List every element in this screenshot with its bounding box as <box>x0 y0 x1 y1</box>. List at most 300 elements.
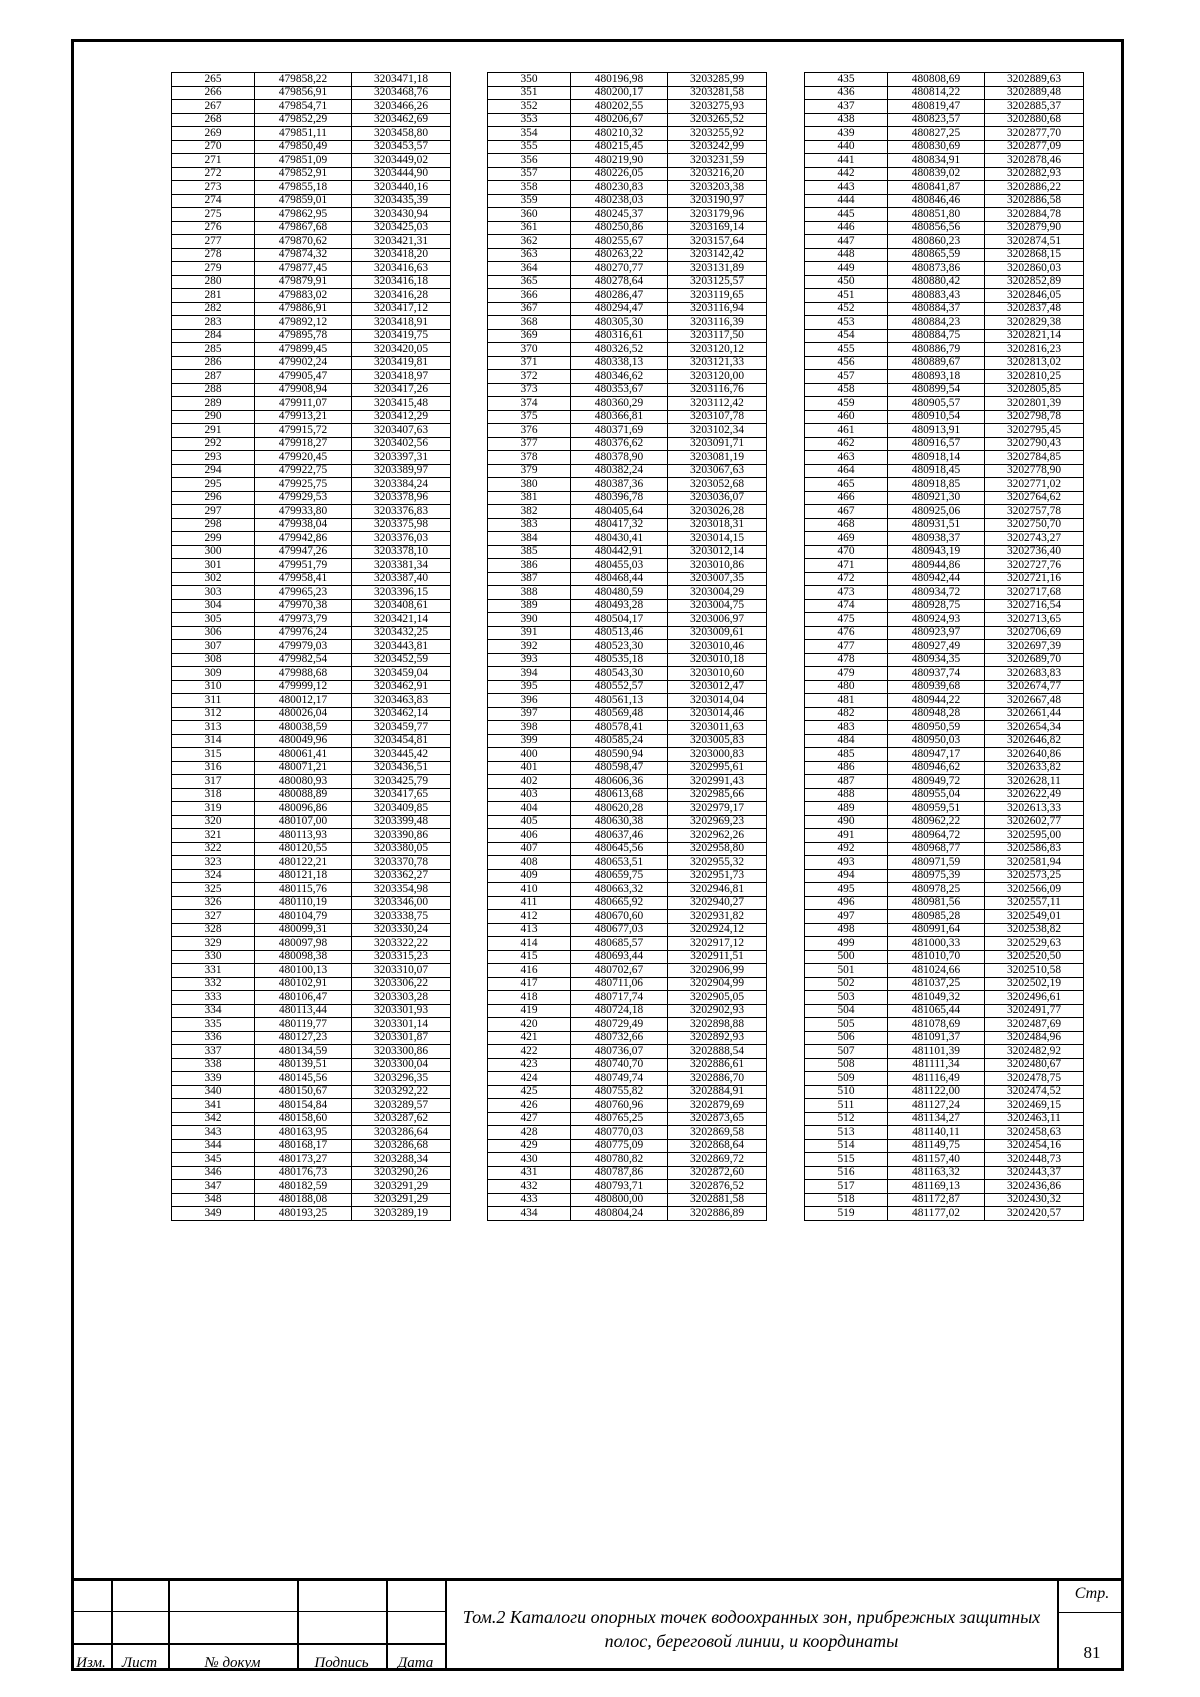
point-number-cell: 380 <box>488 478 571 492</box>
point-number-cell: 292 <box>172 437 255 451</box>
x-coordinate-cell: 479929,53 <box>255 491 352 505</box>
y-coordinate-cell: 3202790,43 <box>985 437 1084 451</box>
x-coordinate-cell: 480012,17 <box>255 694 352 708</box>
y-coordinate-cell: 3203102,34 <box>668 424 767 438</box>
y-coordinate-cell: 3203390,86 <box>352 829 451 843</box>
x-coordinate-cell: 479947,26 <box>255 545 352 559</box>
y-coordinate-cell: 3202480,67 <box>985 1058 1084 1072</box>
y-coordinate-cell: 3203399,48 <box>352 815 451 829</box>
table-row <box>488 842 767 856</box>
point-number-cell: 410 <box>488 883 571 897</box>
x-coordinate-cell: 481122,00 <box>888 1085 985 1099</box>
y-coordinate-cell: 3202654,34 <box>985 721 1084 735</box>
table-row <box>488 694 767 708</box>
point-number-cell: 297 <box>172 505 255 519</box>
x-coordinate-cell: 480659,75 <box>571 869 668 883</box>
table-row <box>172 86 451 100</box>
point-number-cell: 271 <box>172 154 255 168</box>
y-coordinate-cell: 3202510,58 <box>985 964 1084 978</box>
x-coordinate-cell: 480916,57 <box>888 437 985 451</box>
table-row <box>805 343 1084 357</box>
point-number-cell: 462 <box>805 437 888 451</box>
y-coordinate-cell: 3202633,82 <box>985 761 1084 775</box>
y-coordinate-cell: 3202886,89 <box>668 1207 767 1221</box>
table-row <box>805 194 1084 208</box>
table-row <box>488 869 767 883</box>
point-number-cell: 402 <box>488 775 571 789</box>
y-coordinate-cell: 3203010,60 <box>668 667 767 681</box>
point-number-cell: 457 <box>805 370 888 384</box>
y-coordinate-cell: 3203407,63 <box>352 424 451 438</box>
x-coordinate-cell: 480088,89 <box>255 788 352 802</box>
y-coordinate-cell: 3203216,20 <box>668 167 767 181</box>
y-coordinate-cell: 3202496,61 <box>985 991 1084 1005</box>
y-coordinate-cell: 3203418,97 <box>352 370 451 384</box>
document-title: Том.2 Каталоги опорных точек водоохранных зон, прибрежных защитных полос, береговой линии, и координаты <box>462 1607 1041 1651</box>
y-coordinate-cell: 3202716,54 <box>985 599 1084 613</box>
y-coordinate-cell: 3202969,23 <box>668 815 767 829</box>
y-coordinate-cell: 3203231,59 <box>668 154 767 168</box>
y-coordinate-cell: 3203449,02 <box>352 154 451 168</box>
point-number-cell: 424 <box>488 1072 571 1086</box>
point-number-cell: 495 <box>805 883 888 897</box>
y-coordinate-cell: 3202549,01 <box>985 910 1084 924</box>
table-row <box>488 491 767 505</box>
table-row <box>488 383 767 397</box>
table-row <box>172 761 451 775</box>
x-coordinate-cell: 480163,95 <box>255 1126 352 1140</box>
x-coordinate-cell: 480255,67 <box>571 235 668 249</box>
x-coordinate-cell: 480026,04 <box>255 707 352 721</box>
table-row <box>172 262 451 276</box>
y-coordinate-cell: 3203120,12 <box>668 343 767 357</box>
point-number-cell: 333 <box>172 991 255 1005</box>
point-number-cell: 404 <box>488 802 571 816</box>
y-coordinate-cell: 3203453,57 <box>352 140 451 154</box>
table-row <box>488 140 767 154</box>
point-number-cell: 466 <box>805 491 888 505</box>
y-coordinate-cell: 3203378,96 <box>352 491 451 505</box>
point-number-cell: 452 <box>805 302 888 316</box>
point-number-cell: 266 <box>172 86 255 100</box>
y-coordinate-cell: 3203018,31 <box>668 518 767 532</box>
x-coordinate-cell: 480765,25 <box>571 1112 668 1126</box>
table-row <box>805 667 1084 681</box>
x-coordinate-cell: 480120,55 <box>255 842 352 856</box>
table-row <box>172 923 451 937</box>
point-number-cell: 480 <box>805 680 888 694</box>
x-coordinate-cell: 480326,52 <box>571 343 668 357</box>
x-coordinate-cell: 480944,22 <box>888 694 985 708</box>
point-number-cell: 518 <box>805 1193 888 1207</box>
table-row <box>172 127 451 141</box>
table-row <box>805 1126 1084 1140</box>
table-row <box>805 532 1084 546</box>
x-coordinate-cell: 480959,51 <box>888 802 985 816</box>
table-row <box>488 923 767 937</box>
x-coordinate-cell: 479982,54 <box>255 653 352 667</box>
table-row <box>488 370 767 384</box>
table-row <box>488 680 767 694</box>
table-row <box>172 464 451 478</box>
y-coordinate-cell: 3202829,38 <box>985 316 1084 330</box>
point-number-cell: 323 <box>172 856 255 870</box>
table-row <box>805 437 1084 451</box>
table-row <box>805 140 1084 154</box>
y-coordinate-cell: 3202810,25 <box>985 370 1084 384</box>
point-number-cell: 459 <box>805 397 888 411</box>
point-number-cell: 369 <box>488 329 571 343</box>
y-coordinate-cell: 3203112,42 <box>668 397 767 411</box>
y-coordinate-cell: 3203376,83 <box>352 505 451 519</box>
y-coordinate-cell: 3202778,90 <box>985 464 1084 478</box>
x-coordinate-cell: 479899,45 <box>255 343 352 357</box>
y-coordinate-cell: 3203408,61 <box>352 599 451 613</box>
x-coordinate-cell: 481169,13 <box>888 1180 985 1194</box>
x-coordinate-cell: 480578,41 <box>571 721 668 735</box>
y-coordinate-cell: 3202697,39 <box>985 640 1084 654</box>
x-coordinate-cell: 480971,59 <box>888 856 985 870</box>
table-row <box>488 410 767 424</box>
x-coordinate-cell: 480884,75 <box>888 329 985 343</box>
table-row <box>488 788 767 802</box>
x-coordinate-cell: 480230,83 <box>571 181 668 195</box>
point-number-cell: 398 <box>488 721 571 735</box>
point-number-cell: 360 <box>488 208 571 222</box>
table-row <box>488 1031 767 1045</box>
y-coordinate-cell: 3203281,58 <box>668 86 767 100</box>
x-coordinate-cell: 479908,94 <box>255 383 352 397</box>
point-number-cell: 494 <box>805 869 888 883</box>
y-coordinate-cell: 3202892,93 <box>668 1031 767 1045</box>
point-number-cell: 461 <box>805 424 888 438</box>
point-number-cell: 436 <box>805 86 888 100</box>
table-row <box>172 248 451 262</box>
x-coordinate-cell: 480918,85 <box>888 478 985 492</box>
x-coordinate-cell: 480880,42 <box>888 275 985 289</box>
x-coordinate-cell: 481010,70 <box>888 950 985 964</box>
point-number-cell: 463 <box>805 451 888 465</box>
point-number-cell: 427 <box>488 1112 571 1126</box>
table-row <box>172 667 451 681</box>
y-coordinate-cell: 3202448,73 <box>985 1153 1084 1167</box>
y-coordinate-cell: 3203421,31 <box>352 235 451 249</box>
x-coordinate-cell: 480196,98 <box>571 73 668 87</box>
table-row <box>172 343 451 357</box>
table-row <box>172 424 451 438</box>
x-coordinate-cell: 479895,78 <box>255 329 352 343</box>
point-number-cell: 438 <box>805 113 888 127</box>
y-coordinate-cell: 3202805,85 <box>985 383 1084 397</box>
point-number-cell: 390 <box>488 613 571 627</box>
x-coordinate-cell: 480176,73 <box>255 1166 352 1180</box>
table-row <box>488 289 767 303</box>
point-number-cell: 286 <box>172 356 255 370</box>
point-number-cell: 373 <box>488 383 571 397</box>
x-coordinate-cell: 479870,62 <box>255 235 352 249</box>
y-coordinate-cell: 3202889,48 <box>985 86 1084 100</box>
table-row <box>172 208 451 222</box>
point-number-cell: 501 <box>805 964 888 978</box>
point-number-cell: 455 <box>805 343 888 357</box>
point-number-cell: 320 <box>172 815 255 829</box>
point-number-cell: 342 <box>172 1112 255 1126</box>
y-coordinate-cell: 3203242,99 <box>668 140 767 154</box>
x-coordinate-cell: 480119,77 <box>255 1018 352 1032</box>
table-row <box>172 964 451 978</box>
point-number-cell: 492 <box>805 842 888 856</box>
point-number-cell: 312 <box>172 707 255 721</box>
y-coordinate-cell: 3203416,28 <box>352 289 451 303</box>
x-coordinate-cell: 479886,91 <box>255 302 352 316</box>
x-coordinate-cell: 480949,72 <box>888 775 985 789</box>
x-coordinate-cell: 480245,37 <box>571 208 668 222</box>
table-row <box>488 1072 767 1086</box>
table-row <box>172 559 451 573</box>
table-row <box>488 262 767 276</box>
y-coordinate-cell: 3203081,19 <box>668 451 767 465</box>
table-row <box>172 1072 451 1086</box>
x-coordinate-cell: 479970,38 <box>255 599 352 613</box>
x-coordinate-cell: 479922,75 <box>255 464 352 478</box>
point-number-cell: 451 <box>805 289 888 303</box>
y-coordinate-cell: 3202484,96 <box>985 1031 1084 1045</box>
x-coordinate-cell: 480405,64 <box>571 505 668 519</box>
y-coordinate-cell: 3202750,70 <box>985 518 1084 532</box>
x-coordinate-cell: 480937,74 <box>888 667 985 681</box>
point-number-cell: 426 <box>488 1099 571 1113</box>
x-coordinate-cell: 480884,37 <box>888 302 985 316</box>
x-coordinate-cell: 480360,29 <box>571 397 668 411</box>
point-number-cell: 432 <box>488 1180 571 1194</box>
y-coordinate-cell: 3203004,29 <box>668 586 767 600</box>
y-coordinate-cell: 3203300,04 <box>352 1058 451 1072</box>
table-row <box>172 896 451 910</box>
x-coordinate-cell: 480886,79 <box>888 343 985 357</box>
table-row <box>805 1031 1084 1045</box>
point-number-cell: 370 <box>488 343 571 357</box>
table-row <box>172 478 451 492</box>
y-coordinate-cell: 3202469,15 <box>985 1099 1084 1113</box>
table-row <box>172 491 451 505</box>
x-coordinate-cell: 481127,24 <box>888 1099 985 1113</box>
y-coordinate-cell: 3203286,64 <box>352 1126 451 1140</box>
table-row <box>172 815 451 829</box>
table-row <box>805 734 1084 748</box>
point-number-cell: 305 <box>172 613 255 627</box>
point-number-cell: 289 <box>172 397 255 411</box>
y-coordinate-cell: 3202874,51 <box>985 235 1084 249</box>
x-coordinate-cell: 480921,30 <box>888 491 985 505</box>
x-coordinate-cell: 479920,45 <box>255 451 352 465</box>
table-row <box>172 734 451 748</box>
y-coordinate-cell: 3203416,63 <box>352 262 451 276</box>
y-coordinate-cell: 3202520,50 <box>985 950 1084 964</box>
table-row <box>488 545 767 559</box>
table-row <box>805 950 1084 964</box>
table-row <box>805 586 1084 600</box>
table-row <box>172 383 451 397</box>
y-coordinate-cell: 3203421,14 <box>352 613 451 627</box>
x-coordinate-cell: 480206,67 <box>571 113 668 127</box>
table-row <box>488 113 767 127</box>
table-row <box>805 127 1084 141</box>
point-number-cell: 316 <box>172 761 255 775</box>
table-row <box>805 694 1084 708</box>
x-coordinate-cell: 480839,02 <box>888 167 985 181</box>
x-coordinate-cell: 480964,72 <box>888 829 985 843</box>
x-coordinate-cell: 480353,67 <box>571 383 668 397</box>
point-number-cell: 414 <box>488 937 571 951</box>
x-coordinate-cell: 480946,62 <box>888 761 985 775</box>
x-coordinate-cell: 480981,56 <box>888 896 985 910</box>
table-row <box>488 572 767 586</box>
point-number-cell: 401 <box>488 761 571 775</box>
y-coordinate-cell: 3203322,22 <box>352 937 451 951</box>
x-coordinate-cell: 480630,38 <box>571 815 668 829</box>
point-number-cell: 441 <box>805 154 888 168</box>
point-number-cell: 361 <box>488 221 571 235</box>
table-row <box>172 397 451 411</box>
table-row <box>172 950 451 964</box>
table-row <box>488 316 767 330</box>
table-row <box>805 221 1084 235</box>
y-coordinate-cell: 3202889,63 <box>985 73 1084 87</box>
point-number-cell: 443 <box>805 181 888 195</box>
x-coordinate-cell: 480127,23 <box>255 1031 352 1045</box>
y-coordinate-cell: 3202879,69 <box>668 1099 767 1113</box>
point-number-cell: 381 <box>488 491 571 505</box>
y-coordinate-cell: 3203458,80 <box>352 127 451 141</box>
table-row <box>805 707 1084 721</box>
y-coordinate-cell: 3202443,37 <box>985 1166 1084 1180</box>
point-number-cell: 473 <box>805 586 888 600</box>
y-coordinate-cell: 3202884,91 <box>668 1085 767 1099</box>
table-row <box>488 559 767 573</box>
table-row <box>172 1112 451 1126</box>
table-row <box>488 221 767 235</box>
table-row <box>488 86 767 100</box>
y-coordinate-cell: 3203289,19 <box>352 1207 451 1221</box>
point-number-cell: 422 <box>488 1045 571 1059</box>
point-number-cell: 508 <box>805 1058 888 1072</box>
point-number-cell: 405 <box>488 815 571 829</box>
point-number-cell: 385 <box>488 545 571 559</box>
y-coordinate-cell: 3203255,92 <box>668 127 767 141</box>
table-row <box>172 586 451 600</box>
x-coordinate-cell: 480918,14 <box>888 451 985 465</box>
x-coordinate-cell: 480113,44 <box>255 1004 352 1018</box>
x-coordinate-cell: 480210,32 <box>571 127 668 141</box>
y-coordinate-cell: 3203142,42 <box>668 248 767 262</box>
x-coordinate-cell: 480834,91 <box>888 154 985 168</box>
point-number-cell: 496 <box>805 896 888 910</box>
point-number-cell: 392 <box>488 640 571 654</box>
y-coordinate-cell: 3202886,22 <box>985 181 1084 195</box>
x-coordinate-cell: 480620,28 <box>571 802 668 816</box>
table-row <box>805 1018 1084 1032</box>
x-coordinate-cell: 481172,87 <box>888 1193 985 1207</box>
y-coordinate-cell: 3203014,15 <box>668 532 767 546</box>
point-number-cell: 367 <box>488 302 571 316</box>
table-row <box>805 181 1084 195</box>
y-coordinate-cell: 3202985,66 <box>668 788 767 802</box>
point-number-cell: 275 <box>172 208 255 222</box>
y-coordinate-cell: 3203119,65 <box>668 289 767 303</box>
x-coordinate-cell: 481111,34 <box>888 1058 985 1072</box>
table-row <box>172 788 451 802</box>
x-coordinate-cell: 479856,91 <box>255 86 352 100</box>
table-row <box>488 518 767 532</box>
point-number-cell: 476 <box>805 626 888 640</box>
point-number-cell: 285 <box>172 343 255 357</box>
point-number-cell: 328 <box>172 923 255 937</box>
table-row <box>805 842 1084 856</box>
table-row <box>488 1139 767 1153</box>
x-coordinate-cell: 481037,25 <box>888 977 985 991</box>
x-coordinate-cell: 480808,69 <box>888 73 985 87</box>
point-number-cell: 497 <box>805 910 888 924</box>
table-row <box>488 424 767 438</box>
x-coordinate-cell: 480202,55 <box>571 100 668 114</box>
x-coordinate-cell: 480729,49 <box>571 1018 668 1032</box>
table-row <box>172 599 451 613</box>
y-coordinate-cell: 3202868,64 <box>668 1139 767 1153</box>
point-number-cell: 429 <box>488 1139 571 1153</box>
x-coordinate-cell: 480430,41 <box>571 532 668 546</box>
x-coordinate-cell: 480263,22 <box>571 248 668 262</box>
y-coordinate-cell: 3203005,83 <box>668 734 767 748</box>
y-coordinate-cell: 3203370,78 <box>352 856 451 870</box>
point-number-cell: 413 <box>488 923 571 937</box>
y-coordinate-cell: 3202879,90 <box>985 221 1084 235</box>
table-row <box>172 937 451 951</box>
table-row <box>172 113 451 127</box>
x-coordinate-cell: 479859,01 <box>255 194 352 208</box>
x-coordinate-cell: 480104,79 <box>255 910 352 924</box>
point-number-cell: 345 <box>172 1153 255 1167</box>
x-coordinate-cell: 480770,03 <box>571 1126 668 1140</box>
x-coordinate-cell: 480316,61 <box>571 329 668 343</box>
x-coordinate-cell: 479979,03 <box>255 640 352 654</box>
x-coordinate-cell: 480154,84 <box>255 1099 352 1113</box>
y-coordinate-cell: 3202801,39 <box>985 397 1084 411</box>
x-coordinate-cell: 480693,44 <box>571 950 668 964</box>
x-coordinate-cell: 480918,45 <box>888 464 985 478</box>
table-row <box>172 451 451 465</box>
table-row <box>488 235 767 249</box>
point-number-cell: 348 <box>172 1193 255 1207</box>
point-number-cell: 291 <box>172 424 255 438</box>
x-coordinate-cell: 480613,68 <box>571 788 668 802</box>
x-coordinate-cell: 480513,46 <box>571 626 668 640</box>
point-number-cell: 391 <box>488 626 571 640</box>
x-coordinate-cell: 481091,37 <box>888 1031 985 1045</box>
x-coordinate-cell: 480193,25 <box>255 1207 352 1221</box>
y-coordinate-cell: 3203116,94 <box>668 302 767 316</box>
table-row <box>805 410 1084 424</box>
y-coordinate-cell: 3203412,29 <box>352 410 451 424</box>
x-coordinate-cell: 480099,31 <box>255 923 352 937</box>
table-row <box>172 329 451 343</box>
point-number-cell: 311 <box>172 694 255 708</box>
table-row <box>488 721 767 735</box>
table-row <box>805 599 1084 613</box>
table-row <box>488 100 767 114</box>
y-coordinate-cell: 3202683,83 <box>985 667 1084 681</box>
point-number-cell: 359 <box>488 194 571 208</box>
table-row <box>488 653 767 667</box>
